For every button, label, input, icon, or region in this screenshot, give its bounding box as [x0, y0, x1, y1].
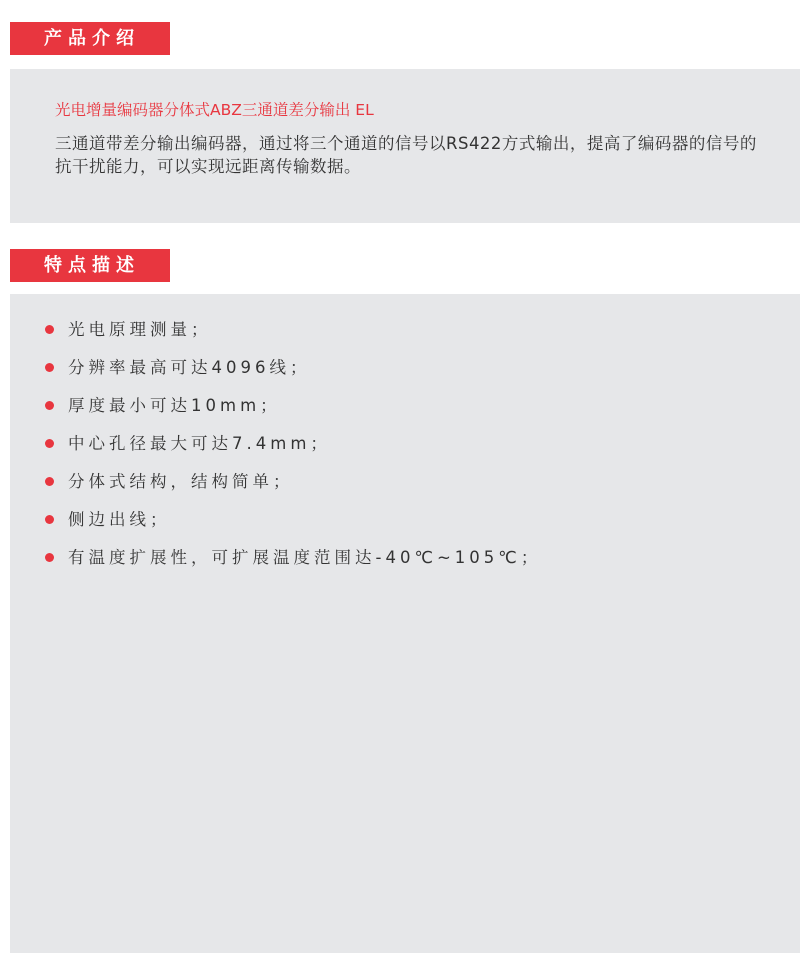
feature-text: 有温度扩展性，可扩展温度范围达-40℃~105℃；: [68, 548, 542, 567]
feature-list: [44, 318, 541, 584]
section-tag-features: 特点描述: [10, 249, 170, 282]
bullet-dot-icon: [45, 553, 54, 562]
feature-item: [44, 432, 541, 470]
bullet-dot-icon: [45, 439, 54, 448]
bullet-dot-icon: [45, 401, 54, 410]
feature-text: 分辨率最高可达4096线；: [68, 358, 311, 377]
feature-item: [44, 394, 541, 432]
feature-text: 分体式结构，结构简单；: [68, 472, 294, 491]
feature-item: [44, 508, 541, 546]
product-description: 三通道带差分输出编码器，通过将三个通道的信号以RS422方式输出，提高了编码器的信号的抗干扰能力，可以实现远距离传输数据。: [55, 134, 757, 176]
bullet-dot-icon: [45, 477, 54, 486]
feature-text: 光电原理测量；: [68, 320, 212, 339]
feature-item: [44, 318, 541, 356]
features-panel: [10, 294, 800, 953]
feature-item: [44, 546, 541, 584]
feature-text: 厚度最小可达10mm；: [68, 396, 281, 415]
feature-item: [44, 470, 541, 508]
bullet-dot-icon: [45, 325, 54, 334]
bullet-dot-icon: [45, 363, 54, 372]
feature-item: [44, 356, 541, 394]
feature-text: 侧边出线；: [68, 510, 171, 529]
product-title: 光电增量编码器分体式ABZ三通道差分输出 EL: [55, 101, 374, 119]
intro-panel: [10, 69, 800, 223]
bullet-dot-icon: [45, 515, 54, 524]
feature-text: 中心孔径最大可达7.4mm；: [68, 434, 331, 453]
section-tag-intro: 产品介绍: [10, 22, 170, 55]
